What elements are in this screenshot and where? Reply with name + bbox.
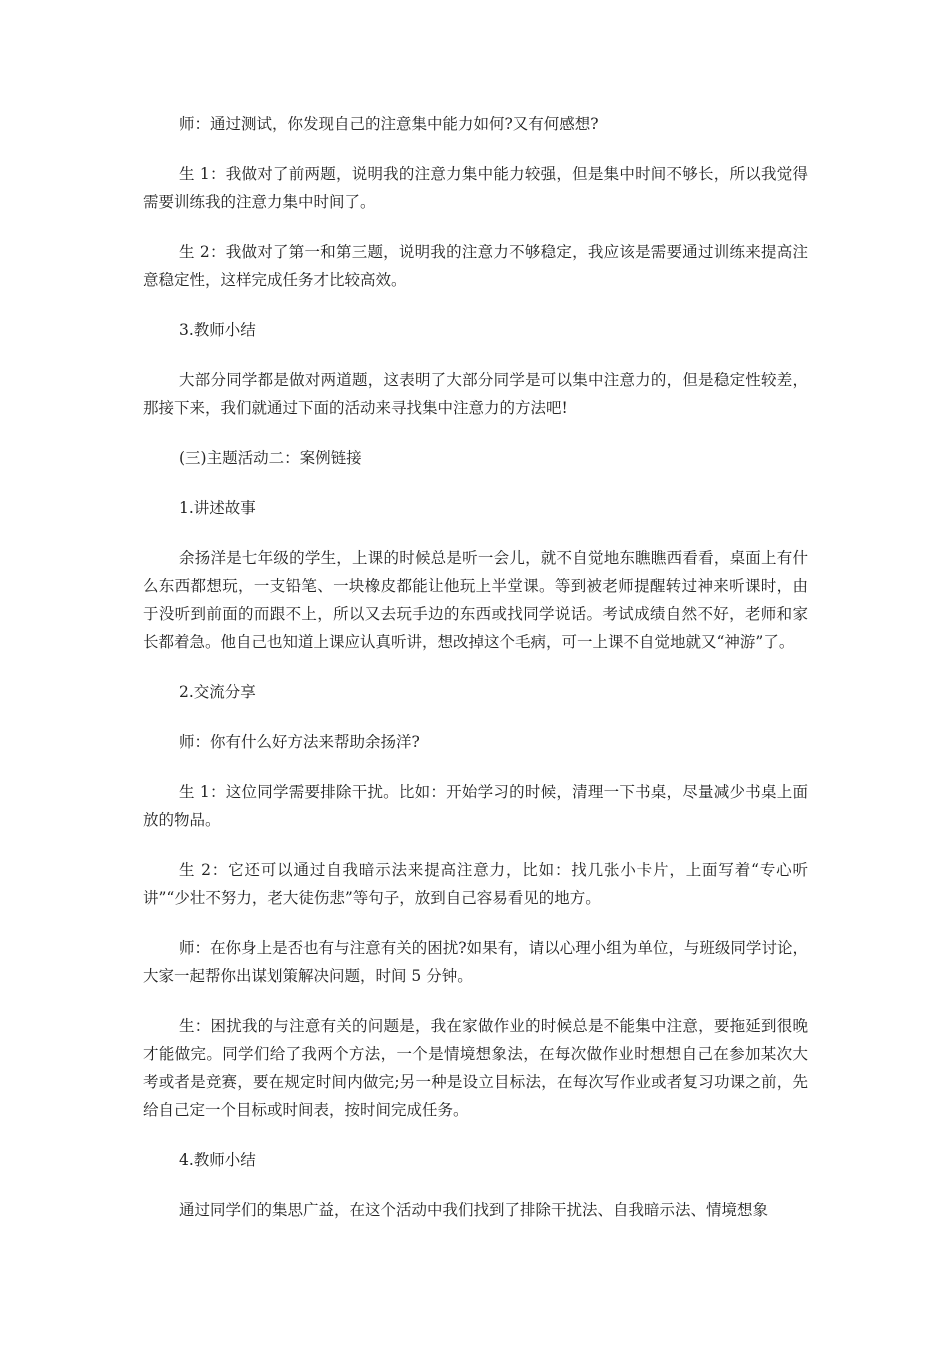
paragraph-final-summary: 通过同学们的集思广益，在这个活动中我们找到了排除干扰法、自我暗示法、情境想象 [179,1201,769,1219]
paragraph-student-1-answer: 生 1：我做对了前两题，说明我的注意力集中能力较强，但是集中时间不够长，所以我觉得需要训练我的注意力集中时间了。 [143,165,808,211]
heading-teacher-summary-4: 4.教师小结 [179,1151,256,1169]
paragraph-student-2-answer: 生 2：我做对了第一和第三题，说明我的注意力不够稳定，我应该是需要通过训练来提高注意稳定性，这样完成任务才比较高效。 [143,243,808,289]
paragraph-teacher-question: 师：通过测试，你发现自己的注意集中能力如何?又有何感想? [179,115,599,133]
paragraph-summary-text: 大部分同学都是做对两道题，这表明了大部分同学是可以集中注意力的，但是稳定性较差，那接下来，我们就通过下面的活动来寻找集中注意力的方法吧! [143,371,808,417]
heading-theme-activity-2: (三)主题活动二：案例链接 [179,449,362,467]
paragraph-story: 余扬洋是七年级的学生，上课的时候总是听一会儿，就不自觉地东瞧瞧西看看，桌面上有什么东西都想玩，一支铅笔、一块橡皮都能让他玩上半堂课。等到被老师提醒转过神来听课时，由于没听到前面的而跟不上，所以又去玩手边的东西或找同学说话。考试成绩自然不好，老师和家长都着急。他自己也知道上课应认真听讲，想改掉这个毛病，可一上课不自觉地就又“神游”了。 [143,549,808,651]
paragraph-teacher-discussion: 师：在你身上是否也有与注意有关的困扰?如果有，请以心理小组为单位，与班级同学讨论，大家一起帮你出谋划策解决问题，时间 5 分钟。 [143,939,808,985]
paragraph-student-1-method: 生 1：这位同学需要排除干扰。比如：开始学习的时候，清理一下书桌，尽量减少书桌上面放的物品。 [143,783,808,829]
paragraph-student-problem: 生：困扰我的与注意有关的问题是，我在家做作业的时候总是不能集中注意，要拖延到很晚才能做完。同学们给了我两个方法，一个是情境想象法，在每次做作业时想想自己在参加某次大考或者是竞赛，要在规定时间内做完;另一种是设立目标法，在每次写作业或者复习功课之前，先给自己定一个目标或时间表，按时间完成任务。 [143,1017,808,1119]
paragraph-student-2-method: 生 2：它还可以通过自我暗示法来提高注意力，比如：找几张小卡片，上面写着“专心听讲”“少壮不努力，老大徒伤悲”等句子，放到自己容易看见的地方。 [143,861,808,907]
paragraph-teacher-ask-help: 师：你有什么好方法来帮助余扬洋? [179,733,420,751]
heading-tell-story: 1.讲述故事 [179,499,256,517]
heading-exchange-share: 2.交流分享 [179,683,256,701]
document-page [143,110,808,1246]
heading-teacher-summary-3: 3.教师小结 [179,321,256,339]
